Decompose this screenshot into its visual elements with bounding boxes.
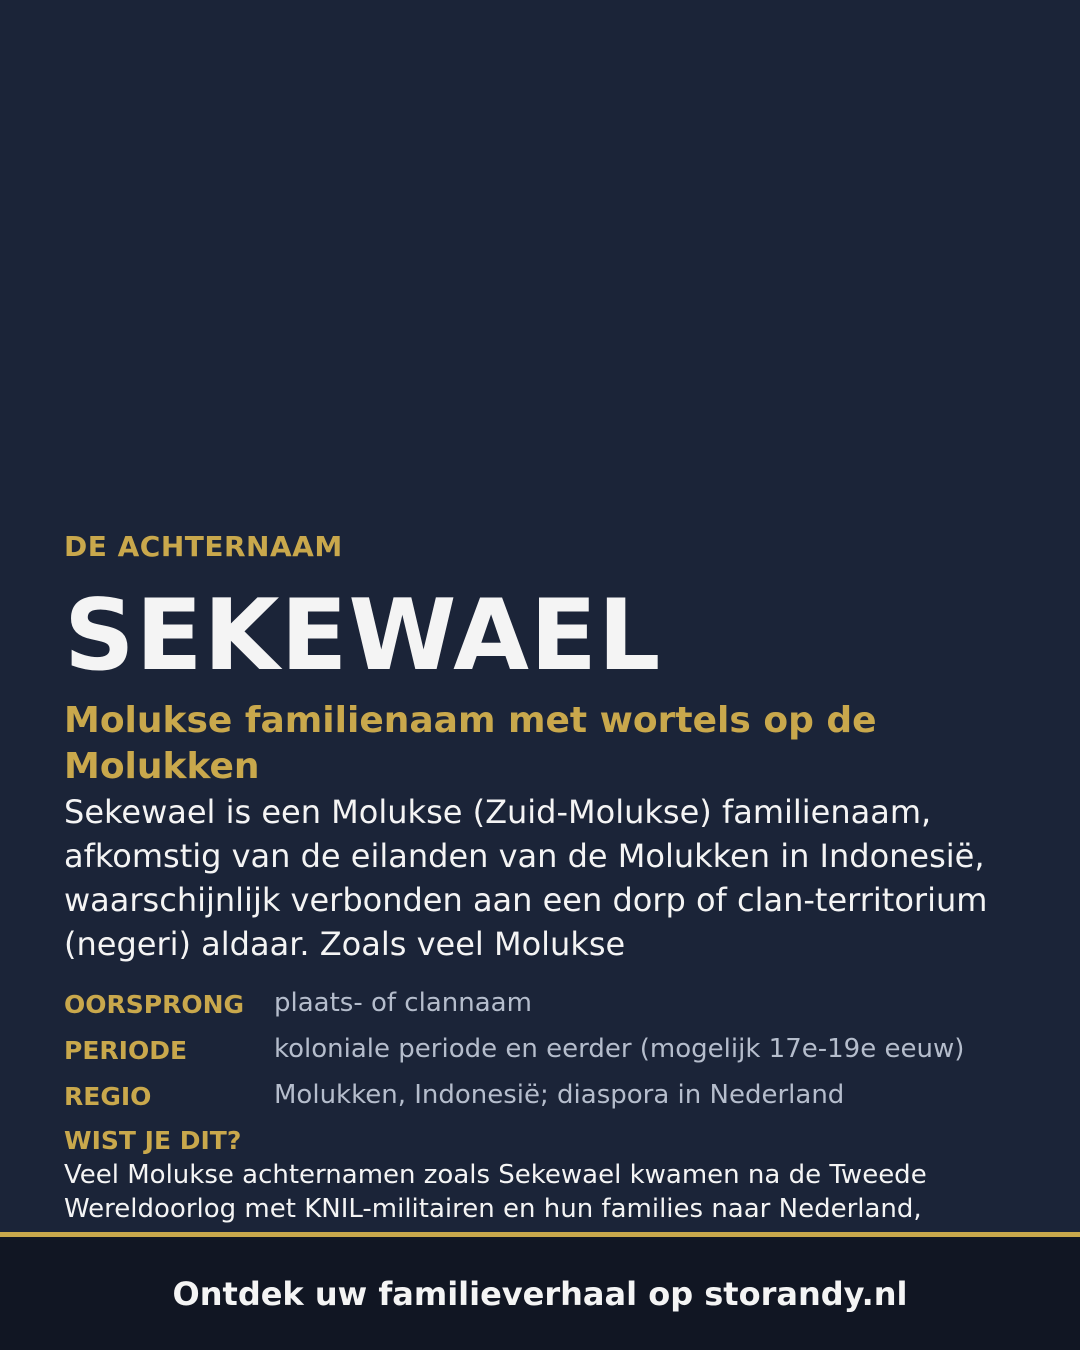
did-you-know-label: WIST JE DIT? [64,1126,242,1155]
eyebrow-label: DE ACHTERNAAM [64,530,343,563]
fact-region [64,1080,1014,1112]
fact-origin [64,988,1014,1020]
surname-title: SEKEWAEL [64,579,662,693]
fact-value: plaats- of clannaam [274,988,532,1018]
fact-label: PERIODE [64,1036,188,1065]
surname-description: Sekewael is een Molukse (Zuid-Molukse) familienaam, afkomstig van de eilanden van de Molukken in Indonesië, waarschijnlijk verbonden aan een dorp of clan-territorium (negeri) aldaar. Zoals veel Molukse [64,793,988,963]
fact-label: OORSPRONG [64,990,245,1019]
facts-list [64,988,1014,1112]
fact-value: Molukken, Indonesië; diaspora in Nederland [274,1080,845,1110]
fact-label: REGIO [64,1082,152,1111]
surname-subtitle: Molukse familienaam met wortels op de Molukken [64,700,877,787]
footer-cta-text: Ontdek uw familieverhaal op storandy.nl [172,1274,908,1313]
footer-banner [0,1237,1080,1350]
did-you-know-text: Veel Molukse achternamen zoals Sekewael kwamen na de Tweede Wereldoorlog met KNIL-militairen en hun families naar Nederland, [64,1160,927,1224]
fact-value: koloniale periode en eerder (mogelijk 17e-19e eeuw) [274,1034,965,1064]
surname-card [64,530,1014,1224]
fact-period [64,1034,1014,1066]
